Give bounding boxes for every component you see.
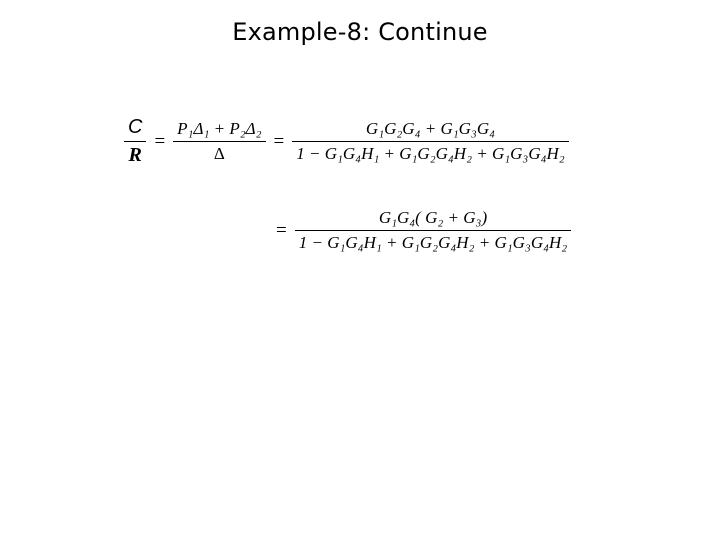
result-fraction xyxy=(292,119,568,164)
simplified-fraction xyxy=(295,208,571,253)
equals-sign: = xyxy=(276,219,287,241)
input-symbol: R xyxy=(128,144,142,166)
mason-gain-fraction xyxy=(173,119,265,164)
simplified-numerator: G₁G₄( G₂ + G₃) xyxy=(378,208,488,227)
equation-line-1 xyxy=(124,116,569,167)
transfer-function-fraction xyxy=(124,116,146,167)
result-denominator: 1 − G₁G₄H₁ + G₁G₂G₄H₂ + G₁G₃G₄H₂ xyxy=(296,144,565,163)
equals-sign: = xyxy=(273,130,285,152)
output-symbol: C xyxy=(128,116,143,138)
equals-sign: = xyxy=(154,130,166,152)
result-numerator: G₁G₂G₄ + G₁G₃G₄ xyxy=(365,119,496,138)
slide-title: Example-8: Continue xyxy=(232,18,488,46)
mason-denominator: Δ xyxy=(213,144,225,163)
mason-numerator: P₁Δ₁ + P₂Δ₂ xyxy=(177,119,262,138)
equation-line-2 xyxy=(268,208,571,253)
simplified-denominator: 1 − G₁G₄H₁ + G₁G₂G₄H₂ + G₁G₃G₄H₂ xyxy=(298,233,568,252)
